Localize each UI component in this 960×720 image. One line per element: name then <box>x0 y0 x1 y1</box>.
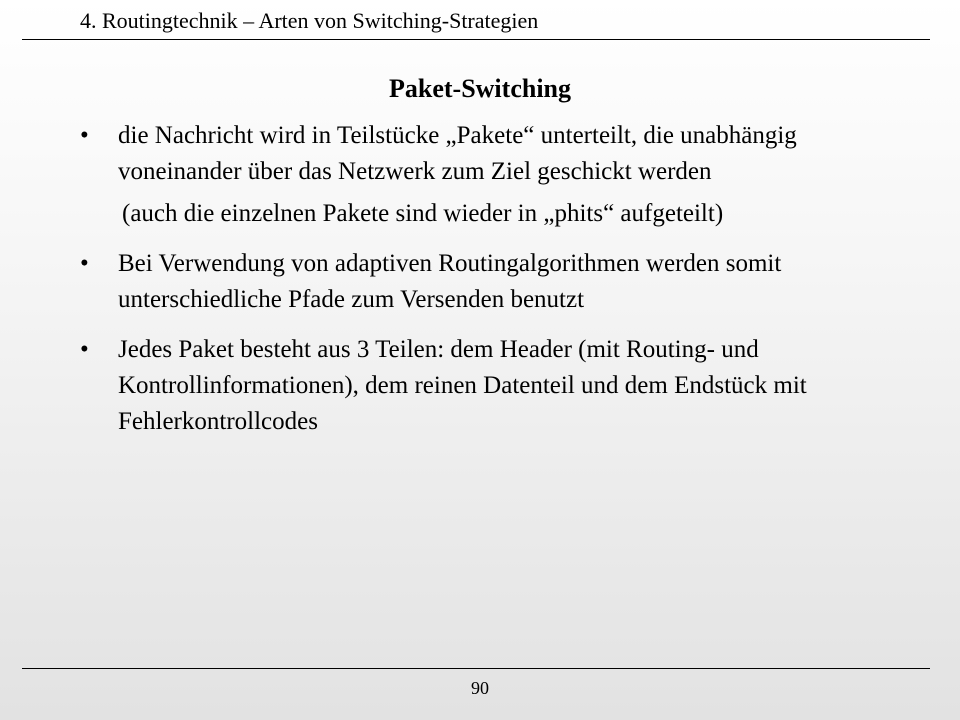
header-divider <box>22 39 930 40</box>
slide-title: Paket-Switching <box>389 74 571 103</box>
bullet-icon: • <box>80 336 89 363</box>
footer-divider <box>22 668 930 669</box>
slide-content <box>80 118 880 440</box>
bullet-text: die Nachricht wird in Teilstücke „Pakete“ unterteilt, die unabhängig voneinander über das Netzwerk zum Ziel geschickt werden <box>118 122 797 185</box>
sub-note: (auch die einzelnen Pakete sind wieder in „phits“ aufgeteilt) <box>122 200 724 227</box>
bullet-icon: • <box>80 122 89 149</box>
bullet-item <box>80 246 880 318</box>
header-title: 4. Routingtechnik – Arten von Switching-Strategien <box>80 8 539 33</box>
bullet-text: Bei Verwendung von adaptiven Routingalgorithmen werden somit unterschiedliche Pfade zum Versenden benutzt <box>118 250 782 313</box>
bullet-text: Jedes Paket besteht aus 3 Teilen: dem Header (mit Routing- und Kontrollinformationen), dem reinen Datenteil und dem Endstück mit Fehlerkontrollcodes <box>118 336 807 435</box>
page-number: 90 <box>471 678 489 698</box>
bullet-item <box>80 118 880 190</box>
bullet-item <box>80 332 880 440</box>
bullet-icon: • <box>80 250 89 277</box>
